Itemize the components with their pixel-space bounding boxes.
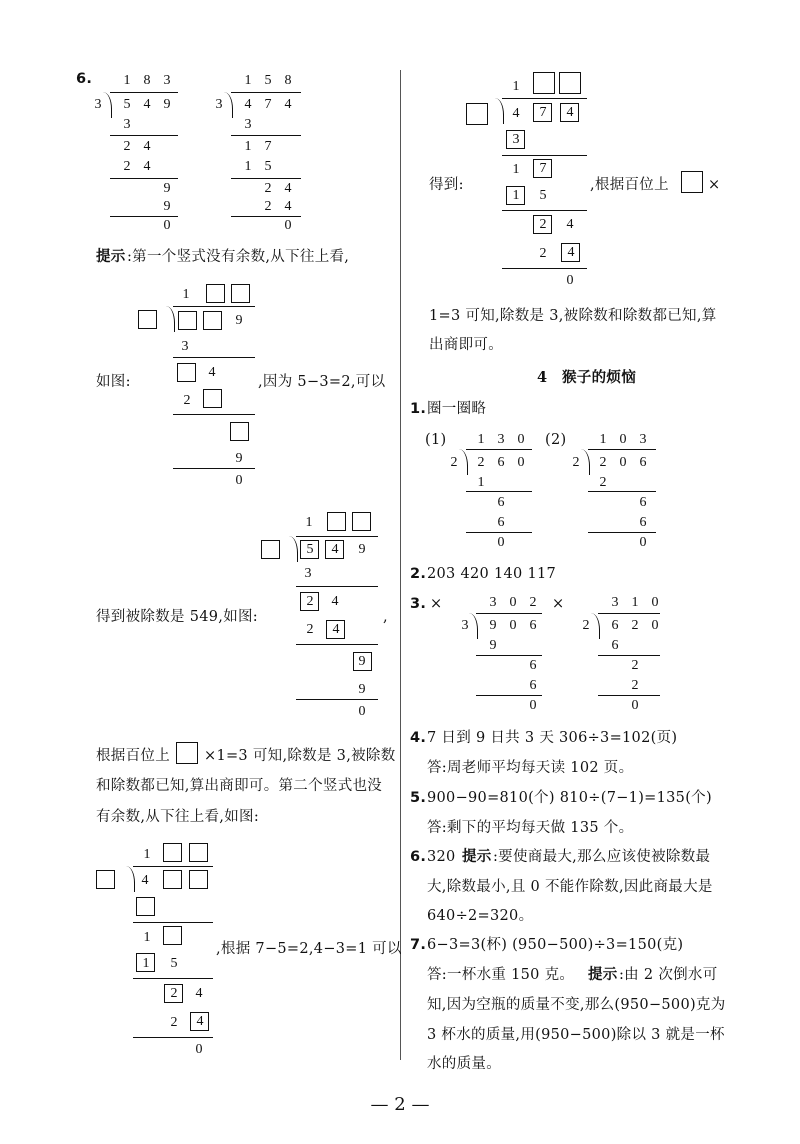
wrong-mark: × xyxy=(552,596,565,612)
quotient-digit: 1 xyxy=(182,287,190,302)
step-digit: 1 xyxy=(142,956,150,971)
hint-text: 3 杯水的质量,用(950−500)除以 3 就是一杯 xyxy=(427,1027,725,1043)
answer-box xyxy=(559,72,581,94)
answer-box xyxy=(203,311,222,330)
quotient-digit: 1 xyxy=(599,432,607,447)
dividend-digit: 9 xyxy=(358,542,366,557)
step-digit: 2 xyxy=(123,139,131,154)
division-bracket xyxy=(296,536,378,537)
step-digit: 6 xyxy=(529,678,537,693)
step-digit: 4 xyxy=(331,594,339,609)
answer-box xyxy=(203,389,222,408)
paragraph-line: 和除数都已知,算出商即可。第二个竖式也没 xyxy=(96,778,383,794)
division-bracket xyxy=(133,866,213,867)
step-digit: 2 xyxy=(264,199,272,214)
step-digit: 9 xyxy=(235,451,243,466)
quotient-digit: 2 xyxy=(529,595,537,610)
question-number: 6. xyxy=(410,849,427,865)
comma: , xyxy=(383,609,388,625)
quotient-digit: 3 xyxy=(163,73,171,88)
step-digit: 9 xyxy=(163,181,171,196)
hint-text: 水的质量。 xyxy=(427,1056,501,1072)
step-line xyxy=(588,532,656,533)
division-bracket xyxy=(110,92,178,93)
step-digit: 4 xyxy=(567,245,575,260)
division-bracket xyxy=(466,449,532,450)
division-bracket xyxy=(598,613,660,614)
step-digit: 5 xyxy=(539,188,547,203)
dividend-digit: 4 xyxy=(284,97,292,112)
step-digit: 4 xyxy=(143,139,151,154)
step-digit: 1 xyxy=(512,162,520,177)
dividend-digit: 6 xyxy=(611,618,619,633)
dividend-digit: 4 xyxy=(244,97,252,112)
answer-box xyxy=(177,363,196,382)
wrong-mark: × xyxy=(430,596,443,612)
question-text: 203 420 140 117 xyxy=(427,566,557,582)
hint-label: 提示 xyxy=(462,848,492,865)
step-line xyxy=(466,532,532,533)
remainder: 0 xyxy=(195,1042,203,1057)
hint-label: 提示 xyxy=(96,248,126,265)
column-divider xyxy=(400,70,401,1060)
step-digit: 2 xyxy=(539,246,547,261)
divisor: 2 xyxy=(572,455,580,470)
divisor: 2 xyxy=(450,455,458,470)
hint-text: :要使商最大,那么应该使被除数最 xyxy=(493,849,711,865)
step-digit: 4 xyxy=(284,199,292,214)
hint-text: 大,除数最小,且 0 不能作除数,因此商最大是 xyxy=(427,879,713,895)
step-digit: 9 xyxy=(489,638,497,653)
step-digit: 2 xyxy=(539,217,547,232)
quotient-digit: 3 xyxy=(611,595,619,610)
hint-text: 知,因为空瓶的质量不变,那么(950−500)克为 xyxy=(427,997,726,1013)
question-text: 7 日到 9 日共 3 天 306÷3=102(页) xyxy=(427,730,678,746)
answer-box xyxy=(138,310,157,329)
step-line xyxy=(133,1037,213,1038)
step-line xyxy=(502,268,587,269)
step-digit: 6 xyxy=(611,638,619,653)
divisor: 3 xyxy=(94,97,102,112)
remainder: 0 xyxy=(284,218,292,233)
step-digit: 2 xyxy=(170,986,178,1001)
remainder: 0 xyxy=(566,273,574,288)
step-digit: 2 xyxy=(306,594,314,609)
question-text: 6−3=3(杯) (950−500)÷3=150(克) xyxy=(427,937,684,953)
quotient-digit: 1 xyxy=(305,515,313,530)
answer-box xyxy=(96,870,115,889)
step-digit: 6 xyxy=(639,495,647,510)
quotient-digit: 1 xyxy=(143,847,151,862)
step-line xyxy=(173,414,255,415)
step-digit: 9 xyxy=(358,682,366,697)
step-digit: 4 xyxy=(196,1014,204,1029)
step-digit: 4 xyxy=(143,159,151,174)
dividend-digit: 5 xyxy=(306,542,314,557)
step-digit: 2 xyxy=(631,658,639,673)
quotient-digit: 1 xyxy=(512,79,520,94)
question-number: 1. xyxy=(410,401,427,417)
step-line xyxy=(296,699,378,700)
answer-box xyxy=(352,512,371,531)
quotient-digit: 3 xyxy=(639,432,647,447)
step-digit: 1 xyxy=(512,188,520,203)
hint-text: :第一个竖式没有余数,从下往上看, xyxy=(127,249,350,265)
division-bracket xyxy=(588,449,656,450)
dividend-digit: 0 xyxy=(619,455,627,470)
quotient-digit: 1 xyxy=(123,73,131,88)
answer-box xyxy=(466,103,488,125)
step-line xyxy=(173,357,255,358)
dividend-digit: 2 xyxy=(631,618,639,633)
step-digit: 6 xyxy=(497,495,505,510)
dividend-digit: 6 xyxy=(497,455,505,470)
answer-text: 答:剩下的平均每天做 135 个。 xyxy=(427,820,634,836)
sub-label: (2) xyxy=(545,432,567,448)
question-number: 2. xyxy=(410,566,427,582)
answer-text: 答:一杯水重 150 克。 xyxy=(427,967,575,983)
step-digit: 3 xyxy=(304,566,312,581)
got-label: 得到: xyxy=(429,177,464,193)
question-text: 900−90=810(个) 810÷(7−1)=135(个) xyxy=(427,790,712,806)
paragraph-line: 1=3 可知,除数是 3,被除数和除数都已知,算 xyxy=(429,308,717,324)
step-digit: 3 xyxy=(244,117,252,132)
division-bracket xyxy=(173,306,255,307)
quotient-digit: 0 xyxy=(619,432,627,447)
remainder: 0 xyxy=(497,535,505,550)
question-6-number: 6. xyxy=(76,71,93,87)
hint-label: 提示 xyxy=(588,966,618,983)
times-sign: × xyxy=(708,177,721,193)
step-digit: 9 xyxy=(163,199,171,214)
got-dividend-text: 得到被除数是 549,如图: xyxy=(96,609,258,625)
answer-box xyxy=(231,284,250,303)
dividend-digit: 2 xyxy=(599,455,607,470)
paragraph-line: 出商即可。 xyxy=(429,337,503,353)
dividend-digit: 0 xyxy=(517,455,525,470)
step-digit: 4 xyxy=(284,181,292,196)
step-digit: 4 xyxy=(566,217,574,232)
answer-box xyxy=(327,512,346,531)
quotient-digit: 1 xyxy=(244,73,252,88)
step-digit: 2 xyxy=(599,475,607,490)
step-digit: 6 xyxy=(639,515,647,530)
dividend-digit: 9 xyxy=(163,97,171,112)
question-number: 7. xyxy=(410,937,427,953)
answer-box xyxy=(533,72,555,94)
question-number: 3. xyxy=(410,596,427,612)
division-bracket xyxy=(502,98,587,99)
dividend-digit: 0 xyxy=(509,618,517,633)
step-line xyxy=(231,178,301,179)
quotient-digit: 1 xyxy=(477,432,485,447)
divisor: 2 xyxy=(582,618,590,633)
step-digit: 2 xyxy=(631,678,639,693)
paragraph-line: ×1=3 可知,除数是 3,被除数 xyxy=(204,748,396,764)
dividend-digit: 4 xyxy=(141,873,149,888)
dividend-digit: 6 xyxy=(529,618,537,633)
step-digit: 5 xyxy=(264,159,272,174)
dividend-digit: 7 xyxy=(264,97,272,112)
quotient-digit: 8 xyxy=(143,73,151,88)
step-digit: 2 xyxy=(170,1015,178,1030)
answer-box xyxy=(163,870,182,889)
step-digit: 2 xyxy=(264,181,272,196)
answer-box xyxy=(189,870,208,889)
step-line xyxy=(502,210,587,211)
step-line xyxy=(476,695,542,696)
answer-value: 320 xyxy=(427,849,456,865)
sub-label: (1) xyxy=(425,432,447,448)
step-line xyxy=(598,655,660,656)
step-digit: 2 xyxy=(123,159,131,174)
divisor: 3 xyxy=(215,97,223,112)
quotient-digit: 0 xyxy=(509,595,517,610)
step-digit: 2 xyxy=(183,393,191,408)
dividend-digit: 2 xyxy=(477,455,485,470)
question-number: 4. xyxy=(410,730,427,746)
dividend-digit: 0 xyxy=(651,618,659,633)
answer-box xyxy=(230,422,249,441)
section-title: 猴子的烦恼 xyxy=(562,370,636,386)
step-line xyxy=(502,155,587,156)
paragraph-line: 根据百位上 xyxy=(96,748,170,764)
step-digit: 4 xyxy=(208,365,216,380)
step-line xyxy=(296,644,378,645)
step-digit: 1 xyxy=(477,475,485,490)
step-line xyxy=(110,178,178,179)
step-digit: 7 xyxy=(264,139,272,154)
step-line xyxy=(476,655,542,656)
dividend-digit: 4 xyxy=(331,542,339,557)
quotient-digit: 3 xyxy=(489,595,497,610)
step-digit: 2 xyxy=(306,622,314,637)
hint-text: 640÷2=320。 xyxy=(427,908,534,924)
question-number: 5. xyxy=(410,790,427,806)
step-digit: 6 xyxy=(529,658,537,673)
answer-text: 答:周老师平均每天读 102 页。 xyxy=(427,760,634,776)
step-line xyxy=(466,491,532,492)
step-line xyxy=(231,135,301,136)
step-digit: 6 xyxy=(497,515,505,530)
answer-box xyxy=(681,171,703,193)
answer-box xyxy=(178,311,197,330)
quotient-digit: 8 xyxy=(284,73,292,88)
remainder: 0 xyxy=(235,473,243,488)
question-text: 圈一圈略 xyxy=(427,401,487,417)
section-number: 4 xyxy=(537,369,548,386)
step-digit: 3 xyxy=(123,117,131,132)
step-digit: 3 xyxy=(181,339,189,354)
step-digit: 7 xyxy=(539,161,547,176)
answer-box xyxy=(261,540,280,559)
answer-box xyxy=(176,742,198,764)
remainder: 0 xyxy=(358,704,366,719)
division-bracket xyxy=(231,92,301,93)
step-digit: 4 xyxy=(195,986,203,1001)
division-bracket xyxy=(476,613,542,614)
step-line xyxy=(133,922,213,923)
step-digit: 1 xyxy=(143,930,151,945)
answer-box xyxy=(136,897,155,916)
dividend-digit: 9 xyxy=(235,313,243,328)
remainder: 0 xyxy=(529,698,537,713)
step-line xyxy=(296,586,378,587)
dividend-digit: 4 xyxy=(143,97,151,112)
step-line xyxy=(110,135,178,136)
figure-caption: ,根据 7−5=2,4−3=1 可以 xyxy=(216,941,402,957)
figure-caption: ,因为 5−3=2,可以 xyxy=(258,374,386,390)
quotient-digit: 3 xyxy=(497,432,505,447)
step-digit: 4 xyxy=(332,622,340,637)
quotient-digit: 0 xyxy=(517,432,525,447)
step-digit: 5 xyxy=(170,956,178,971)
answer-box xyxy=(189,843,208,862)
answer-box xyxy=(163,926,182,945)
quotient-digit: 1 xyxy=(631,595,639,610)
dividend-digit: 6 xyxy=(639,455,647,470)
dividend-digit: 9 xyxy=(489,618,497,633)
remainder: 0 xyxy=(639,535,647,550)
step-line xyxy=(598,695,660,696)
answer-box xyxy=(163,843,182,862)
quotient-digit: 5 xyxy=(264,73,272,88)
figure-caption: ,根据百位上 xyxy=(590,177,669,193)
dividend-digit: 4 xyxy=(566,105,574,120)
hint-text: :由 2 次倒水可 xyxy=(619,967,718,983)
dividend-digit: 5 xyxy=(123,97,131,112)
dividend-digit: 4 xyxy=(512,106,520,121)
paragraph-line: 有余数,从下往上看,如图: xyxy=(96,809,260,825)
remainder: 0 xyxy=(163,218,171,233)
quotient-digit: 0 xyxy=(651,595,659,610)
step-digit: 1 xyxy=(244,159,252,174)
dividend-digit: 7 xyxy=(539,105,547,120)
step-digit: 9 xyxy=(358,654,366,669)
figure-label: 如图: xyxy=(96,374,131,390)
step-line xyxy=(133,978,213,979)
step-digit: 1 xyxy=(244,139,252,154)
step-line xyxy=(173,468,255,469)
divisor: 3 xyxy=(461,618,469,633)
step-line xyxy=(588,491,656,492)
answer-box xyxy=(206,284,225,303)
page-number: — 2 — xyxy=(370,1094,430,1115)
remainder: 0 xyxy=(631,698,639,713)
step-digit: 3 xyxy=(512,132,520,147)
